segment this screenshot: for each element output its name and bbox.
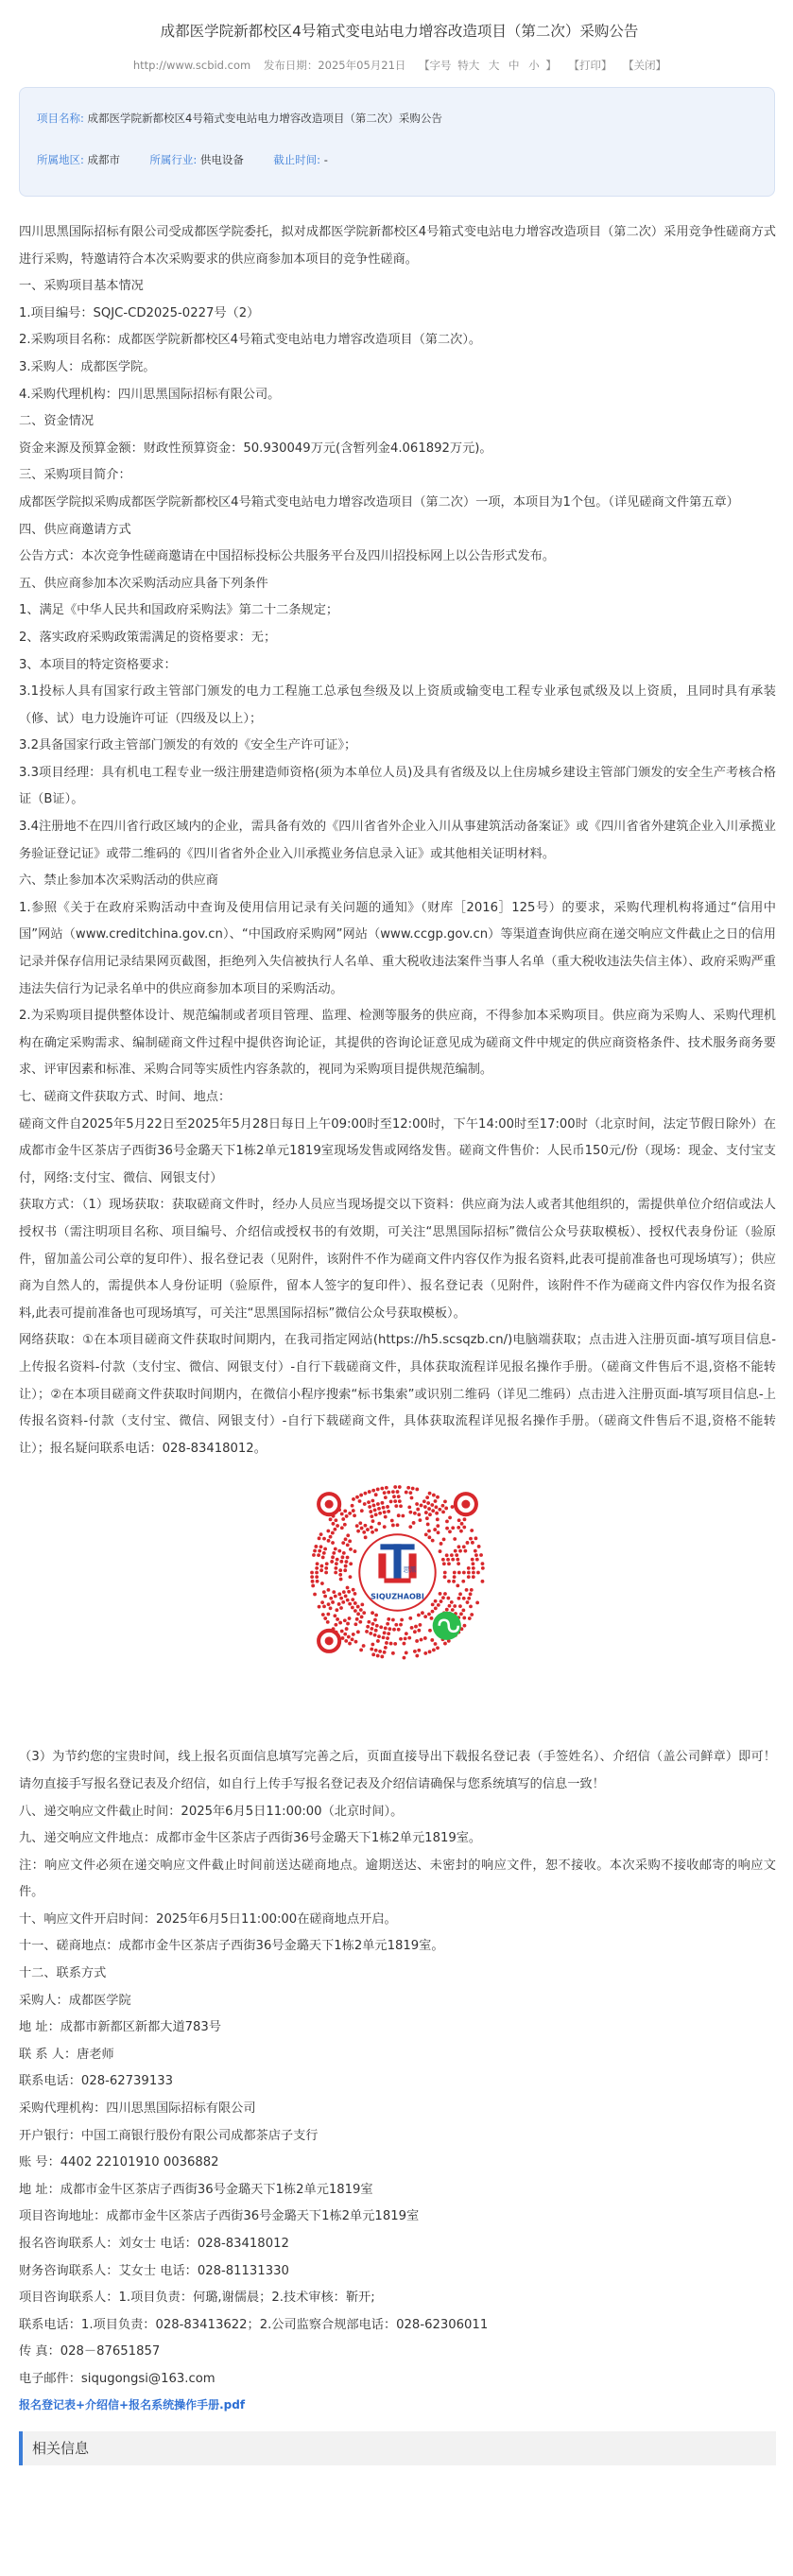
paragraph: （3）为节约您的宝贵时间，线上报名页面信息填写完善之后，页面直接导出下载报名登记表（手签姓名）、介绍信（盖公司鲜章）即可！请勿直接手写报名登记表及介绍信，如自行上传手写报名登记表及介绍信请确保与您系统填写的信息一致！ bbox=[19, 1750, 776, 1791]
qr-code-section bbox=[19, 1462, 776, 1744]
section-heading: 十、响应文件开启时间：2025年6月5日11:00:00在磋商地点开启。 bbox=[19, 1911, 397, 1927]
paragraph: 公告方式：本次竞争性磋商邀请在中国招标投标公共服务平台及四川招投标网上以公告形式发布。 bbox=[19, 549, 556, 564]
paragraph: 2.采购项目名称：成都医学院新都校区4号箱式变电站电力增容改造项目（第二次）。 bbox=[19, 333, 482, 348]
contact-line: 采购人：成都医学院 bbox=[19, 1993, 131, 2008]
contact-line: 财务咨询联系人：艾女士 电话：028-81131330 bbox=[19, 2263, 289, 2278]
wechat-mini-program-icon bbox=[433, 1612, 461, 1640]
contact-line: 项目咨询地址：成都市金牛区茶店子西街36号金璐天下1栋2单元1819室 bbox=[19, 2209, 420, 2224]
project-info-box bbox=[19, 87, 775, 197]
paragraph: 1、满足《中华人民共和国政府采购法》第二十二条规定； bbox=[19, 603, 339, 618]
deadline-label: 截止时间: bbox=[273, 153, 321, 166]
qr-brand-text: SIQUZHAOBI bbox=[371, 1592, 424, 1601]
paragraph: 网络获取：①在本项目磋商文件获取时间期内，在我司指定网站(https://h5.scsqzb.cn/)电脑端获取；点击进入注册页面-填写项目信息-上传报名资料-付款（支付宝、微信、网银支付）-自行下载磋商文件，具体获取流程详见报名操作手册。（磋商文件售后不退,资格不能转让）；②在本项目磋商文件获取时间期内，在微信小程序搜索“标书集索”或识别二维码（详见二维码）点击进入注册页面-填写项目信息-上传报名资料-付款（支付宝、微信、网银支付）-自行下载磋商文件，具体获取流程详见报名操作手册。（磋商文件售后不退,资格不能转让）；报名疑问联系电话：028-83418012。 bbox=[19, 1333, 776, 1456]
contact-line: 联 系 人：唐老师 bbox=[19, 2047, 114, 2062]
contact-line: 地 址：成都市金牛区茶店子西街36号金璐天下1栋2单元1819室 bbox=[19, 2182, 373, 2197]
section-heading: 四、供应商邀请方式 bbox=[19, 522, 131, 537]
publish-date: 发布日期：2025年05月21日 bbox=[263, 59, 406, 72]
section-heading: 五、供应商参加本次采购活动应具备下列条件 bbox=[19, 576, 268, 591]
font-size-m[interactable]: 中 bbox=[509, 59, 520, 72]
paragraph: 1.参照《关于在政府采购活动中查询及使用信用记录有关问题的通知》（财库［2016］125号）的要求，采购代理机构将通过“信用中国”网站（www.creditchina.gov.cn）、“中国政府采购网”网站（www.ccgp.gov.cn）等渠道查询供应商在递交响应文件截止之日的信用记录并保存信用记录结果网页截图，拒绝列入失信被执行人名单、重大税收违法案件当事人名单（重大税收违法失信主体）、政府采购严重违法失信行为记录名单中的供应商参加本项目的采购活动。 bbox=[19, 900, 776, 996]
industry-value: 供电设备 bbox=[199, 153, 244, 166]
section-heading: 一、采购项目基本情况 bbox=[19, 279, 144, 294]
paragraph: 3.2具备国家行政主管部门颁发的有效的《安全生产许可证》； bbox=[19, 738, 357, 753]
project-name-label: 项目名称: bbox=[37, 112, 84, 125]
attachment-link[interactable]: 报名登记表+介绍信+报名系统操作手册.pdf bbox=[19, 2397, 246, 2412]
paragraph: 3、本项目的特定资格要求： bbox=[19, 657, 177, 672]
section-heading: 三、采购项目简介： bbox=[19, 468, 131, 483]
section-heading: 十二、联系方式 bbox=[19, 1966, 107, 1981]
section-heading: 九、递交响应文件地点：成都市金牛区茶店子西街36号金璐天下1栋2单元1819室。 bbox=[19, 1831, 482, 1846]
paragraph: 1.项目编号：SQJC-CD2025-0227号（2） bbox=[19, 305, 260, 320]
site-url[interactable]: http://www.scbid.com bbox=[132, 59, 251, 72]
paragraph: 3.采购人：成都医学院。 bbox=[19, 359, 156, 374]
region-label: 所属地区: bbox=[37, 153, 84, 166]
font-size-control bbox=[419, 59, 560, 72]
paragraph: 3.1投标人具有国家行政主管部门颁发的电力工程施工总承包叁级及以上资质或输变电工程专业承包贰级及以上资质，且同时具有承装（修、试）电力设施许可证（四级及以上）； bbox=[19, 684, 776, 726]
industry-label: 所属行业: bbox=[149, 153, 198, 166]
section-heading: 六、禁止参加本次采购活动的供应商 bbox=[19, 873, 218, 889]
paragraph: 2.为采购项目提供整体设计、规范编制或者项目管理、监理、检测等服务的供应商，不得参加本采购项目。供应商为采购人、采购代理机构在确定采购需求、编制磋商文件过程中提供咨询论证，其提供的咨询论证意见成为磋商文件中规定的供应商资格条件、技术服务商务要求、评审因素和标准、采购合同等实质性内容条款的，视同为采购项目提供规范编制。 bbox=[19, 1009, 776, 1078]
project-name-row bbox=[37, 111, 774, 126]
paragraph: 四川思黑国际招标有限公司受成都医学院委托，拟对成都医学院新都校区4号箱式变电站电力增容改造项目（第二次）采用竞争性磋商方式进行采购，特邀请符合本次采购要求的供应商参加本项目的竞争性磋商。 bbox=[19, 225, 776, 267]
section-heading: 二、资金情况 bbox=[19, 414, 95, 429]
contact-line: 账 号：4402 22101910 0036882 bbox=[19, 2155, 219, 2170]
contact-line: 联系电话：1.项目负责：028-83413622；2.公司监察合规部电话：028-62306011 bbox=[19, 2317, 489, 2332]
contact-line: 联系电话：028-62739133 bbox=[19, 2074, 173, 2089]
paragraph: 2、落实政府采购政策需满足的资格要求：无； bbox=[19, 630, 277, 645]
meta-bar bbox=[19, 57, 780, 74]
section-heading: 七、磋商文件获取方式、时间、地点： bbox=[19, 1090, 232, 1104]
print-button[interactable]: 【打印】 bbox=[568, 59, 612, 72]
announcement-body bbox=[19, 219, 776, 2414]
paragraph: 获取方式：（1）现场获取：获取磋商文件时，经办人员应当现场提交以下资料：供应商为法人或者其他组织的，需提供单位介绍信或法人授权书（需注明项目名称、项目编号、介绍信或授权书的有效期，可关注“思黑国际招标”微信公众号获取模板）、授权代表身份证（验原件，留加盖公司公章的复印件）、报名登记表（见附件，该附件不作为磋商文件内容仅作为报名资料,此表可提前准备也可现场填写）；供应商为自然人的，需提供本人身份证明（验原件，留本人签字的复印件）、报名登记表（见附件，该附件不作为磋商文件内容仅作为报名资料,此表可提前准备也可现场填写，可关注“思黑国际招标”微信公众号获取模板）。 bbox=[19, 1198, 776, 1321]
font-size-close-bracket: 】 bbox=[545, 59, 557, 72]
paragraph: 4.采购代理机构：四川思黑国际招标有限公司。 bbox=[19, 387, 281, 402]
paragraph: 资金来源及预算金额：财政性预算资金：50.930049万元(含暂列金4.061892万元)。 bbox=[19, 441, 492, 456]
contact-line: 项目咨询联系人：1.项目负责：何璐,谢儒晨；2.技术审核：靳开; bbox=[19, 2291, 375, 2306]
paragraph: 磋商文件自2025年5月22日至2025年5月28日每日上午09:00时至12:00时，下午14:00时至17:00时（北京时间，法定节假日除外）在成都市金牛区茶店子西街36号金璐天下1栋2单元1819室现场发售或网络发售。磋商文件售价：人民币150元/份（现场：现金、支付宝支付，网络:支付宝、微信、网银支付） bbox=[19, 1116, 776, 1185]
related-info-header: 相关信息 bbox=[19, 2431, 776, 2465]
contact-line: 采购代理机构：四川思黑国际招标有限公司 bbox=[19, 2101, 256, 2117]
paragraph: 3.3项目经理：具有机电工程专业一级注册建造师资格(须为本单位人员)及具有省级及以上住房城乡建设主管部门颁发的安全生产考核合格证（B证）。 bbox=[19, 765, 776, 807]
contact-line: 地 址：成都市新都区新都大道783号 bbox=[19, 2020, 221, 2035]
font-size-xl[interactable]: 特大 bbox=[457, 59, 480, 72]
contact-line: 电子邮件：siqugongsi@163.com bbox=[19, 2371, 215, 2386]
project-meta-row bbox=[37, 152, 774, 167]
section-heading: 八、递交响应文件截止时间：2025年6月5日11:00:00（北京时间）。 bbox=[19, 1804, 404, 1819]
paragraph: 注：响应文件必须在递交响应文件截止时间前送达磋商地点。逾期送达、未密封的响应文件，恕不接收。本次采购不接收邮寄的响应文件。 bbox=[19, 1858, 776, 1900]
region-value: 成都市 bbox=[87, 153, 121, 166]
contact-line: 开户银行：中国工商银行股份有限公司成都茶店子支行 bbox=[19, 2128, 319, 2143]
contact-line: 报名咨询联系人：刘女士 电话：028-83418012 bbox=[19, 2237, 289, 2251]
svg-text:思黑: 思黑 bbox=[403, 1565, 417, 1574]
page-title: 成都医学院新都校区4号箱式变电站电力增容改造项目（第二次）采购公告 bbox=[160, 23, 639, 40]
contact-line: 传 真：028－87651857 bbox=[19, 2344, 161, 2360]
font-size-s[interactable]: 小 bbox=[528, 59, 540, 72]
font-size-l[interactable]: 大 bbox=[488, 59, 500, 72]
paragraph: 成都医学院拟采购成都医学院新都校区4号箱式变电站电力增容改造项目（第二次）一项，本项目为1个包。（详见磋商文件第五章） bbox=[19, 494, 739, 510]
mini-program-qr-code[interactable] bbox=[302, 1478, 492, 1668]
section-heading: 十一、磋商地点：成都市金牛区茶店子西街36号金璐天下1栋2单元1819室。 bbox=[19, 1939, 444, 1954]
paragraph: 3.4注册地不在四川省行政区域内的企业，需具备有效的《四川省省外企业入川从事建筑活动备案证》或《四川省省外建筑企业入川承揽业务验证登记证》或带二维码的《四川省省外企业入川承揽业务信息录入证》或其他相关证明材料。 bbox=[19, 820, 776, 861]
deadline-value: - bbox=[323, 153, 328, 166]
font-size-label: 【字号 bbox=[419, 59, 452, 72]
project-name-value: 成都医学院新都校区4号箱式变电站电力增容改造项目（第二次）采购公告 bbox=[87, 112, 442, 125]
close-button[interactable]: 【关闭】 bbox=[623, 59, 667, 72]
